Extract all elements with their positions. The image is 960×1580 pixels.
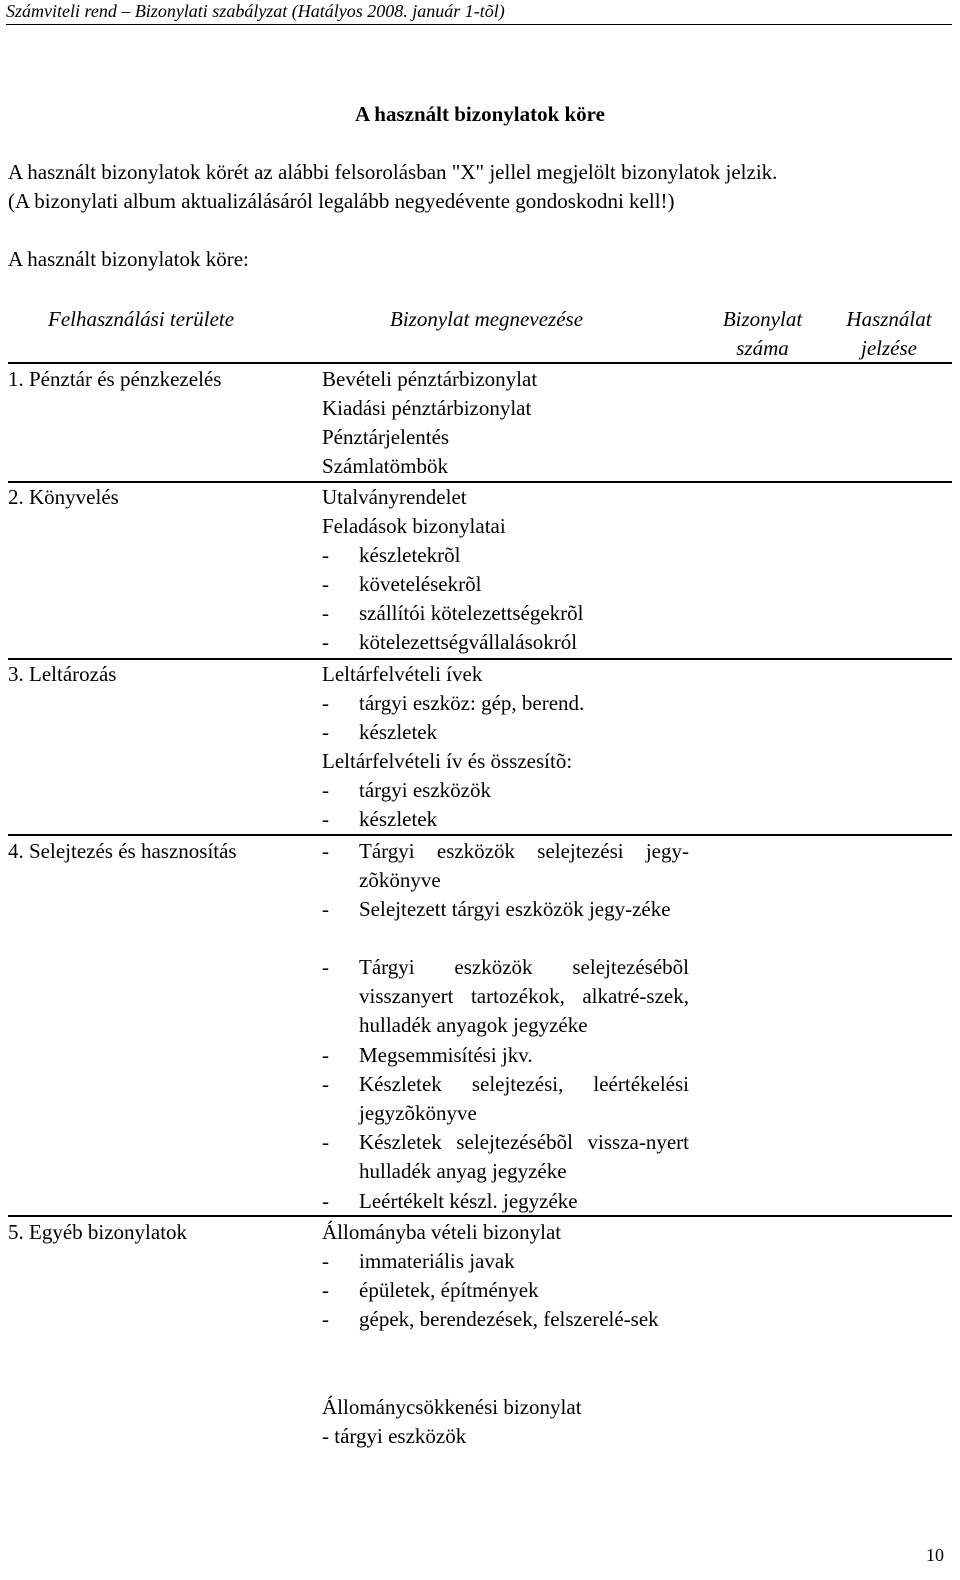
- document-subitem: [322, 1070, 692, 1128]
- list-dash: -: [322, 897, 329, 921]
- subitem-text: készletek: [359, 720, 438, 744]
- table-rule-4: [8, 1215, 952, 1217]
- running-header: Számviteli rend – Bizonylati szabályzat (Hatályos 2008. január 1-tõl): [6, 1, 505, 21]
- intro-line-2: (A bizonylati album aktualizálásáról legalább negyedévente gondoskodni kell!): [8, 189, 675, 213]
- category-konyveles: 2. Könyvelés: [8, 485, 119, 509]
- list-dash: -: [322, 1278, 329, 1302]
- document-item: Leltárfelvételi ív és összesítõ:: [322, 749, 573, 773]
- category-leltarozas: 3. Leltározás: [8, 662, 117, 686]
- document-subitem: [322, 1305, 692, 1363]
- document-subitem: [322, 895, 692, 953]
- document-item: Számlatömbök: [322, 454, 448, 478]
- subitem-text: Készletek selejtezési, leértékelési jegyzõkönyve: [359, 1072, 689, 1125]
- subitem-text: Leértékelt készl. jegyzéke: [359, 1189, 578, 1213]
- table-rule-header: [8, 362, 952, 364]
- document-subitem: [322, 837, 692, 895]
- list-dash: -: [322, 630, 329, 654]
- subitem-text: Készletek selejtezésébõl vissza-nyert hulladék anyag jegyzéke: [359, 1130, 689, 1183]
- col-header-number-line2: száma: [736, 336, 789, 360]
- page-title: A használt bizonylatok köre: [355, 102, 605, 126]
- col-header-usage-line2: jelzése: [861, 336, 917, 360]
- document-item: Állománycsökkenési bizonylat: [322, 1395, 582, 1419]
- col-header-name: Bizonylat megnevezése: [390, 307, 584, 331]
- table-rule-3: [8, 834, 952, 836]
- subitem-text: Tárgyi eszközök selejtezési jegy-zõkönyve: [359, 839, 689, 892]
- subitem-text: tárgyi eszközök: [359, 778, 491, 802]
- subitem-text: tárgyi eszköz: gép, berend.: [359, 691, 585, 715]
- document-item: Bevételi pénztárbizonylat: [322, 367, 538, 391]
- category-penztar: 1. Pénztár és pénzkezelés: [8, 367, 222, 391]
- list-dash: -: [322, 543, 329, 567]
- document-item: Utalványrendelet: [322, 485, 467, 509]
- subitem-text: immateriális javak: [359, 1249, 515, 1273]
- subitem-text: Selejtezett tárgyi eszközök jegy-zéke: [359, 897, 671, 921]
- col-header-area: Felhasználási területe: [48, 307, 235, 331]
- list-dash: -: [322, 572, 329, 596]
- subitem-text: Megsemmisítési jkv.: [359, 1043, 533, 1067]
- list-dash: -: [322, 691, 329, 715]
- header-divider: [6, 24, 952, 25]
- intro-line-3: A használt bizonylatok köre:: [8, 247, 249, 271]
- list-dash: -: [322, 1130, 329, 1154]
- col-header-usage-line1: Használat: [846, 307, 932, 331]
- subitem-text: követelésekrõl: [359, 572, 482, 596]
- category-selejtezes: 4. Selejtezés és hasznosítás: [8, 839, 237, 863]
- list-dash: -: [322, 1307, 329, 1331]
- list-dash: -: [322, 1249, 329, 1273]
- list-dash: -: [322, 601, 329, 625]
- document-subitem: [322, 953, 692, 1040]
- list-dash: -: [322, 720, 329, 744]
- document-item: Pénztárjelentés: [322, 425, 450, 449]
- table-rule-1: [8, 481, 952, 483]
- col-header-usage: [830, 305, 948, 363]
- intro-line-1: A használt bizonylatok körét az alábbi felsorolásban "X" jellel megjelölt bizonylatok jelzik.: [8, 160, 778, 184]
- subitem-text: kötelezettségvállalásokról: [359, 630, 578, 654]
- list-dash: -: [322, 807, 329, 831]
- subitem-text: Tárgyi eszközök selejtezésébõl visszanyert tartozékok, alkatré-szek, hulladék anyagok jegyzéke: [359, 955, 689, 1037]
- document-item: Kiadási pénztárbizonylat: [322, 396, 532, 420]
- col-header-number: [700, 305, 825, 363]
- document-item: Feladások bizonylatai: [322, 514, 506, 538]
- page-number: 10: [926, 1545, 944, 1565]
- document-item: - tárgyi eszközök: [322, 1424, 467, 1448]
- list-dash: -: [322, 839, 329, 863]
- list-dash: -: [322, 1189, 329, 1213]
- subitem-text: szállítói kötelezettségekrõl: [359, 601, 584, 625]
- subitem-text: gépek, berendezések, felszerelé-sek: [359, 1307, 659, 1331]
- subitem-text: készletek: [359, 807, 438, 831]
- list-dash: -: [322, 1072, 329, 1096]
- document-subitem: [322, 1128, 692, 1186]
- document-item: Leltárfelvételi ívek: [322, 662, 483, 686]
- category-egyeb: 5. Egyéb bizonylatok: [8, 1220, 188, 1244]
- col-header-number-line1: Bizonylat: [722, 307, 803, 331]
- list-dash: -: [322, 1043, 329, 1067]
- subitem-text: épületek, építmények: [359, 1278, 539, 1302]
- list-dash: -: [322, 778, 329, 802]
- document-item: Állományba vételi bizonylat: [322, 1220, 562, 1244]
- subitem-text: készletekrõl: [359, 543, 461, 567]
- list-dash: -: [322, 955, 329, 979]
